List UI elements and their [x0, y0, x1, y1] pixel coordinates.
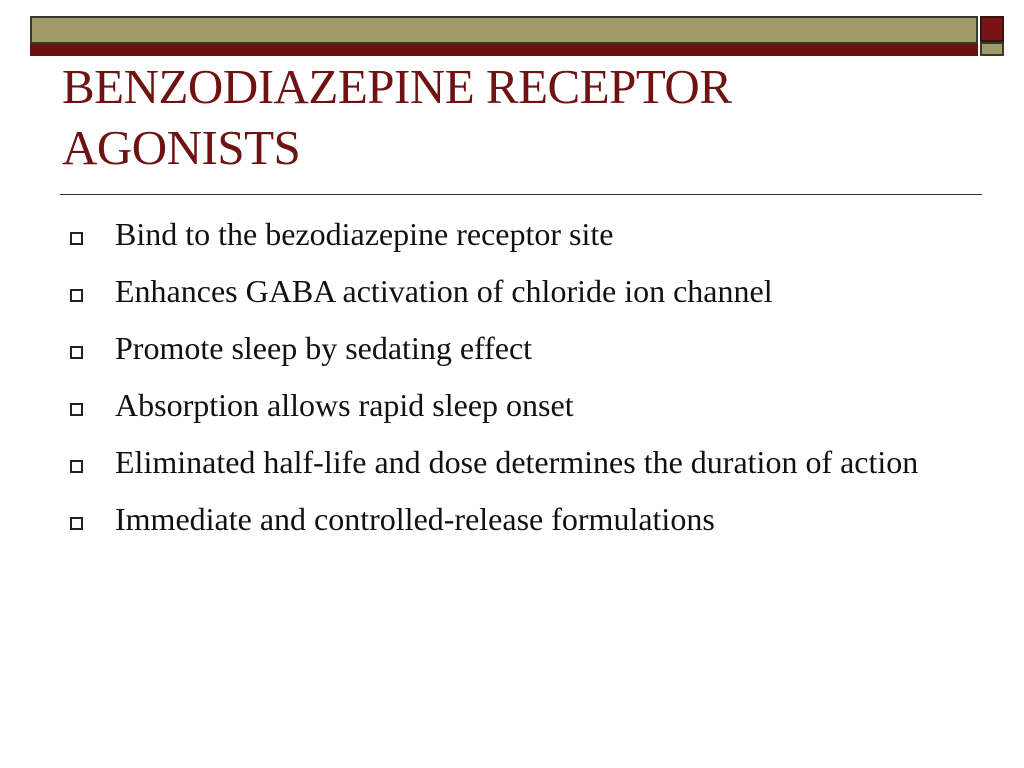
bullet-text: Immediate and controlled-release formulations: [115, 501, 715, 537]
bullet-item: [68, 328, 988, 368]
hollow-square-icon: [70, 232, 83, 245]
bullet-item: [68, 271, 988, 311]
title-divider: [60, 194, 982, 195]
header-decor-bar: [30, 16, 978, 44]
bullet-text: Enhances GABA activation of chloride ion channel: [115, 273, 773, 309]
bullet-text: Eliminated half-life and dose determines the duration of action: [115, 444, 919, 480]
hollow-square-icon: [70, 403, 83, 416]
bullet-item: [68, 499, 988, 539]
corner-decor-olive: [980, 42, 1004, 56]
hollow-square-icon: [70, 346, 83, 359]
bullet-list: [68, 214, 988, 556]
hollow-square-icon: [70, 289, 83, 302]
bullet-text: Promote sleep by sedating effect: [115, 330, 533, 366]
bullet-item: [68, 385, 988, 425]
hollow-square-icon: [70, 517, 83, 530]
bullet-text: Bind to the bezodiazepine receptor site: [115, 216, 614, 252]
hollow-square-icon: [70, 460, 83, 473]
bullet-item: [68, 442, 988, 482]
header-decor-stripe: [30, 44, 978, 56]
bullet-text: Absorption allows rapid sleep onset: [115, 387, 574, 423]
bullet-item: [68, 214, 988, 254]
slide-title: BENZODIAZEPINE RECEPTOR AGONISTS: [62, 59, 732, 175]
corner-decor-red: [980, 16, 1004, 42]
